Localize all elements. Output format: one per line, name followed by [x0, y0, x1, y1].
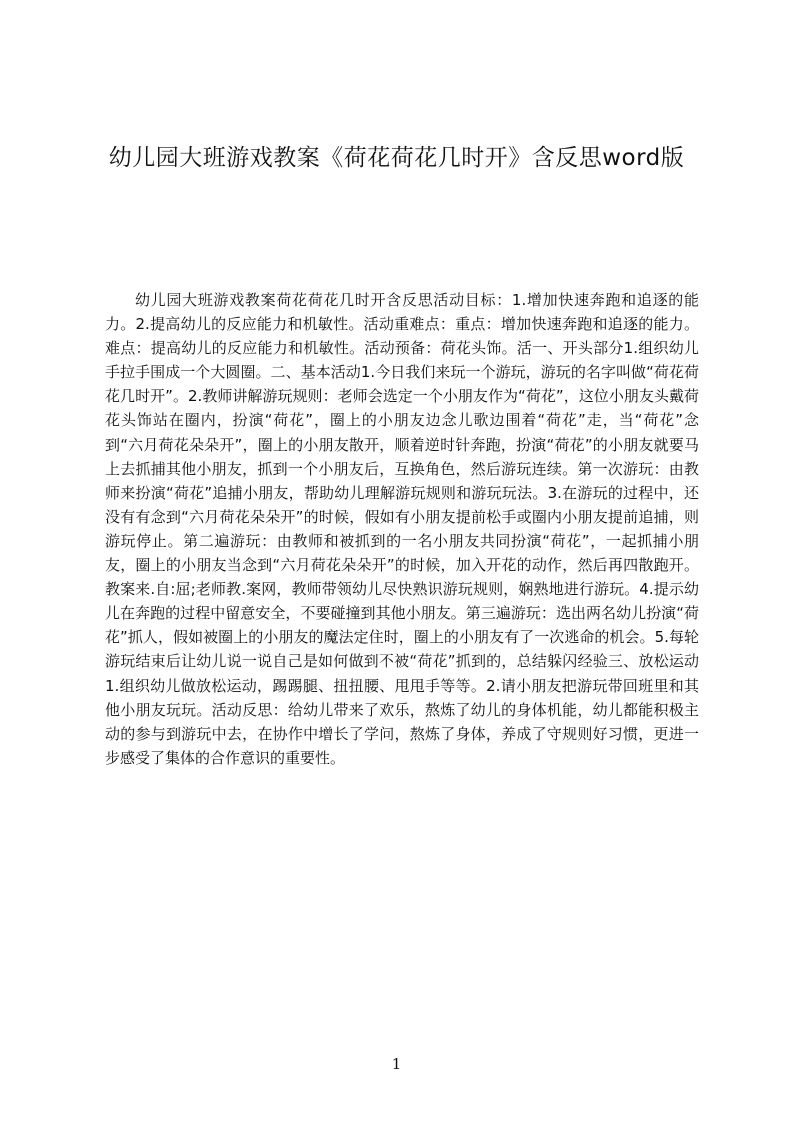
- document-title: 幼儿园大班游戏教案《荷花荷花几时开》含反思word版: [108, 145, 685, 171]
- page-number: 1: [391, 1055, 402, 1073]
- document-body-paragraph: 幼儿园大班游戏教案荷花荷花几时开含反思活动目标：1.增加快速奔跑和追逐的能力。2.提高幼儿的反应能力和机敏性。活动重难点：重点：增加快速奔跑和追逐的能力。难点：提高幼儿的反应能力和机敏性。活动预备：荷花头饰。活一、开头部分1.组织幼儿手拉手围成一个大圆圈。二、基本活动1.今日我们来玩一个游玩，游玩的名字叫做“荷花荷花几时开”。2.教师讲解游玩规则：老师会选定一个小朋友作为“荷花”，这位小朋友头戴荷花头饰站在圈内，扮演“荷花”，圈上的小朋友边念儿歌边围着“荷花”走，当“荷花”念到“六月荷花朵朵开”，圈上的小朋友散开，顺着逆时针奔跑，扮演“荷花”的小朋友就要马上去抓捕其他小朋友，抓到一个小朋友后，互换角色，然后游玩连续。第一次游玩：由教师来扮演“荷花”追捕小朋友，帮助幼儿理解游玩规则和游玩玩法。3.在游玩的过程中，还没有有念到“六月荷花朵朵开”的时候，假如有小朋友提前松手或圈内小朋友提前追捕，则游玩停止。第二遍游玩：由教师和被抓到的一名小朋友共同扮演“荷花”，一起抓捕小朋友，圈上的小朋友当念到“六月荷花朵朵开”的时候，加入开花的动作，然后再四散跑开。教案来.自:屈;老师教.案网，教师带领幼儿尽快熟识游玩规则，娴熟地进行游玩。4.提示幼儿在奔跑的过程中留意安全，不要碰撞到其他小朋友。第三遍游玩：选出两名幼儿扮演“荷花”抓人，假如被圈上的小朋友的魔法定住时，圈上的小朋友有了一次逃命的机会。5.每轮游玩结束后让幼儿说一说自己是如何做到不被“荷花”抓到的，总结躲闪经验三、放松运动1.组织幼儿做放松运动，踢踢腿、扭扭腰、甩甩手等等。2.请小朋友把游玩带回班里和其他小朋友玩玩。活动反思：给幼儿带来了欢乐，熬炼了幼儿的身体机能，幼儿都能积极主动的参与到游玩中去，在协作中增长了学问，熬炼了身体，养成了守规则好习惯，更进一步感受了集体的合作意识的重要性。: [105, 291, 699, 767]
